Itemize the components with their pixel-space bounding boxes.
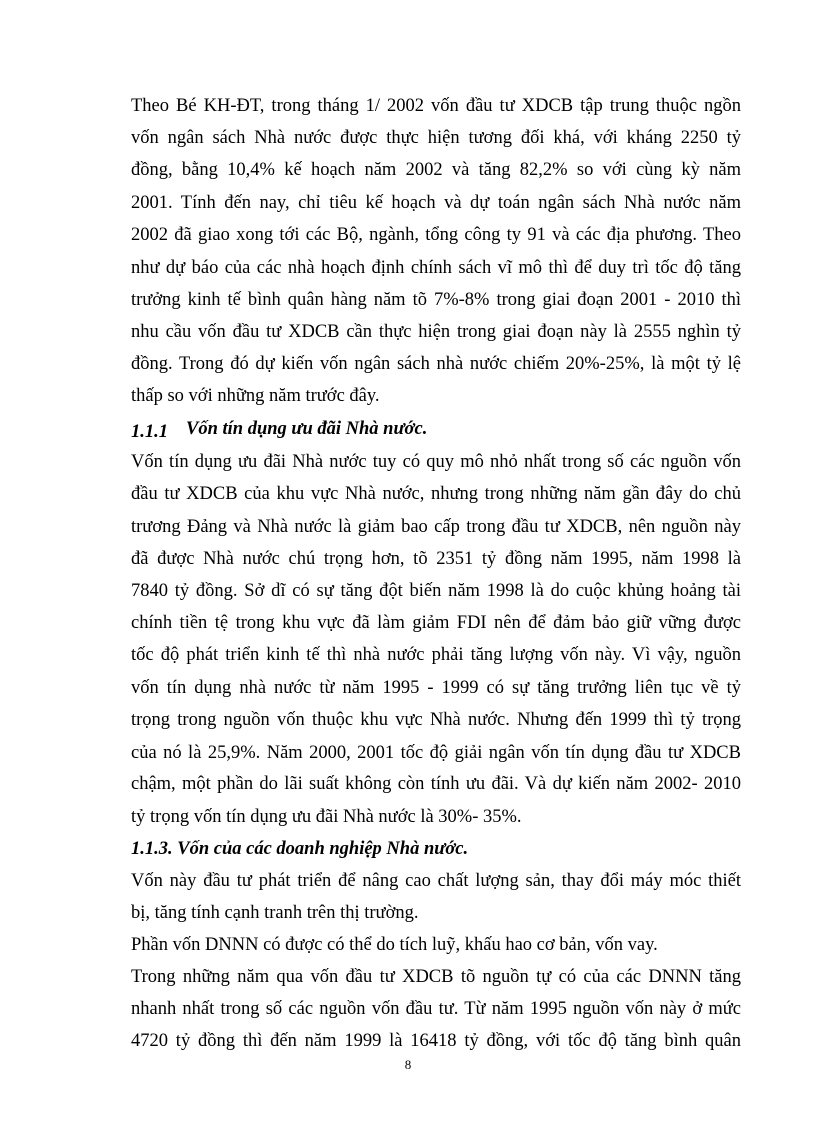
section-heading-1-1-3: 1.1.3. Vốn của các doanh nghiệp Nhà nước. [131,839,469,859]
paragraph-5-line-3: 4720 tỷ đồng thì đến năm 1999 là 16418 tỷ đồng, với tốc độ tăng bình quân [131,1031,741,1051]
section-title: Vốn tín dụng ưu đãi Nhà nước. [186,419,428,439]
paragraph-2-line-10: của nó là 25,9%. Năm 2000, 2001 tốc độ giải ngân vốn tín dụng đầu tư XDCB [131,743,741,763]
paragraph-1-line-3: đồng, bằng 10,4% kế hoạch năm 2002 và tăng 82,2% so với cùng kỳ năm [131,160,741,180]
paragraph-2-line-7: tốc độ phát triển kinh tế thì nhà nước phải tăng lượng vốn này. Vì vậy, nguồn [131,645,741,665]
paragraph-3-line-2: bị, tăng tính cạnh tranh trên thị trường. [131,903,419,923]
paragraph-2-line-3: trương Đảng và Nhà nước là giảm bao cấp trong đầu tư XDCB, nên nguồn này [131,517,741,537]
paragraph-1-line-6: như dự báo của các nhà hoạch định chính sách vĩ mô thì để duy trì tốc độ tăng [131,258,741,278]
paragraph-5-line-1: Trong những năm qua vốn đầu tư XDCB tõ nguồn tự có của các DNNN tăng [131,967,741,987]
paragraph-2-line-11: chậm, một phần do lãi suất không còn tính ưu đãi. Và dự kiến năm 2002- 2010 [131,774,741,794]
section-number: 1.1.1 [131,422,168,442]
paragraph-3-line-1: Vốn này đầu tư phát triển để nâng cao chất lượng sản, thay đổi máy móc thiết [131,871,741,891]
paragraph-1-line-2: vốn ngân sách Nhà nước được thực hiện tương đối khá, với kháng 2250 tỷ [131,128,741,148]
paragraph-5-line-2: nhanh nhất trong số các nguồn vốn đầu tư. Từ năm 1995 nguồn vốn này ở mức [131,999,741,1019]
paragraph-2-line-12: tỷ trọng vốn tín dụng ưu đãi Nhà nước là 30%- 35%. [131,807,522,827]
paragraph-2-line-2: đầu tư XDCB của khu vực Nhà nước, nhưng trong những năm gần đây do chủ [131,484,741,504]
paragraph-2-line-5: 7840 tỷ đồng. Sở dĩ có sự tăng đột biến năm 1998 là do cuộc khủng hoảng tài [131,581,741,601]
paragraph-1-line-4: 2001. Tính đến nay, chỉ tiêu kế hoạch và dự toán ngân sách Nhà nước năm [131,193,741,213]
paragraph-1-line-7: trưởng kinh tế bình quân hàng năm tõ 7%-8% trong giai đoạn 2001 - 2010 thì [131,290,741,310]
paragraph-1-line-9: đồng. Trong đó dự kiến vốn ngân sách nhà nước chiếm 20%-25%, là một tỷ lệ [131,354,741,374]
paragraph-1-line-1: Theo Bé KH-ĐT, trong tháng 1/ 2002 vốn đầu tư XDCB tập trung thuộc ngồn [131,96,741,116]
paragraph-2-line-6: chính tiền tệ trong khu vực đã làm giảm FDI nên để đảm bảo giữ vững được [131,613,741,633]
paragraph-4-line-1: Phần vốn DNNN có được có thể do tích luỹ, khấu hao cơ bản, vốn vay. [131,935,658,955]
page-number: 8 [404,1057,412,1072]
paragraph-2-line-9: trọng trong nguồn vốn thuộc khu vực Nhà nước. Nhưng đến 1999 thì tỷ trọng [131,710,741,730]
paragraph-2-line-8: vốn tín dụng nhà nước từ năm 1995 - 1999 có sự tăng trưởng liên tục về tỷ [131,678,741,698]
paragraph-2-line-1: Vốn tín dụng ưu đãi Nhà nước tuy có quy mô nhỏ nhất trong số các nguồn vốn [131,452,741,472]
paragraph-1-line-8: nhu cầu vốn đầu tư XDCB cần thực hiện trong giai đoạn này là 2555 nghìn tỷ [131,322,741,342]
paragraph-1-line-5: 2002 đã giao xong tới các Bộ, ngành, tổng công ty 91 và các địa phương. Theo [131,225,741,245]
paragraph-2-line-4: đã được Nhà nước chú trọng hơn, tõ 2351 tỷ đồng năm 1995, năm 1998 là [131,549,741,569]
paragraph-1-line-10: thấp so với những năm trước đây. [131,386,380,406]
